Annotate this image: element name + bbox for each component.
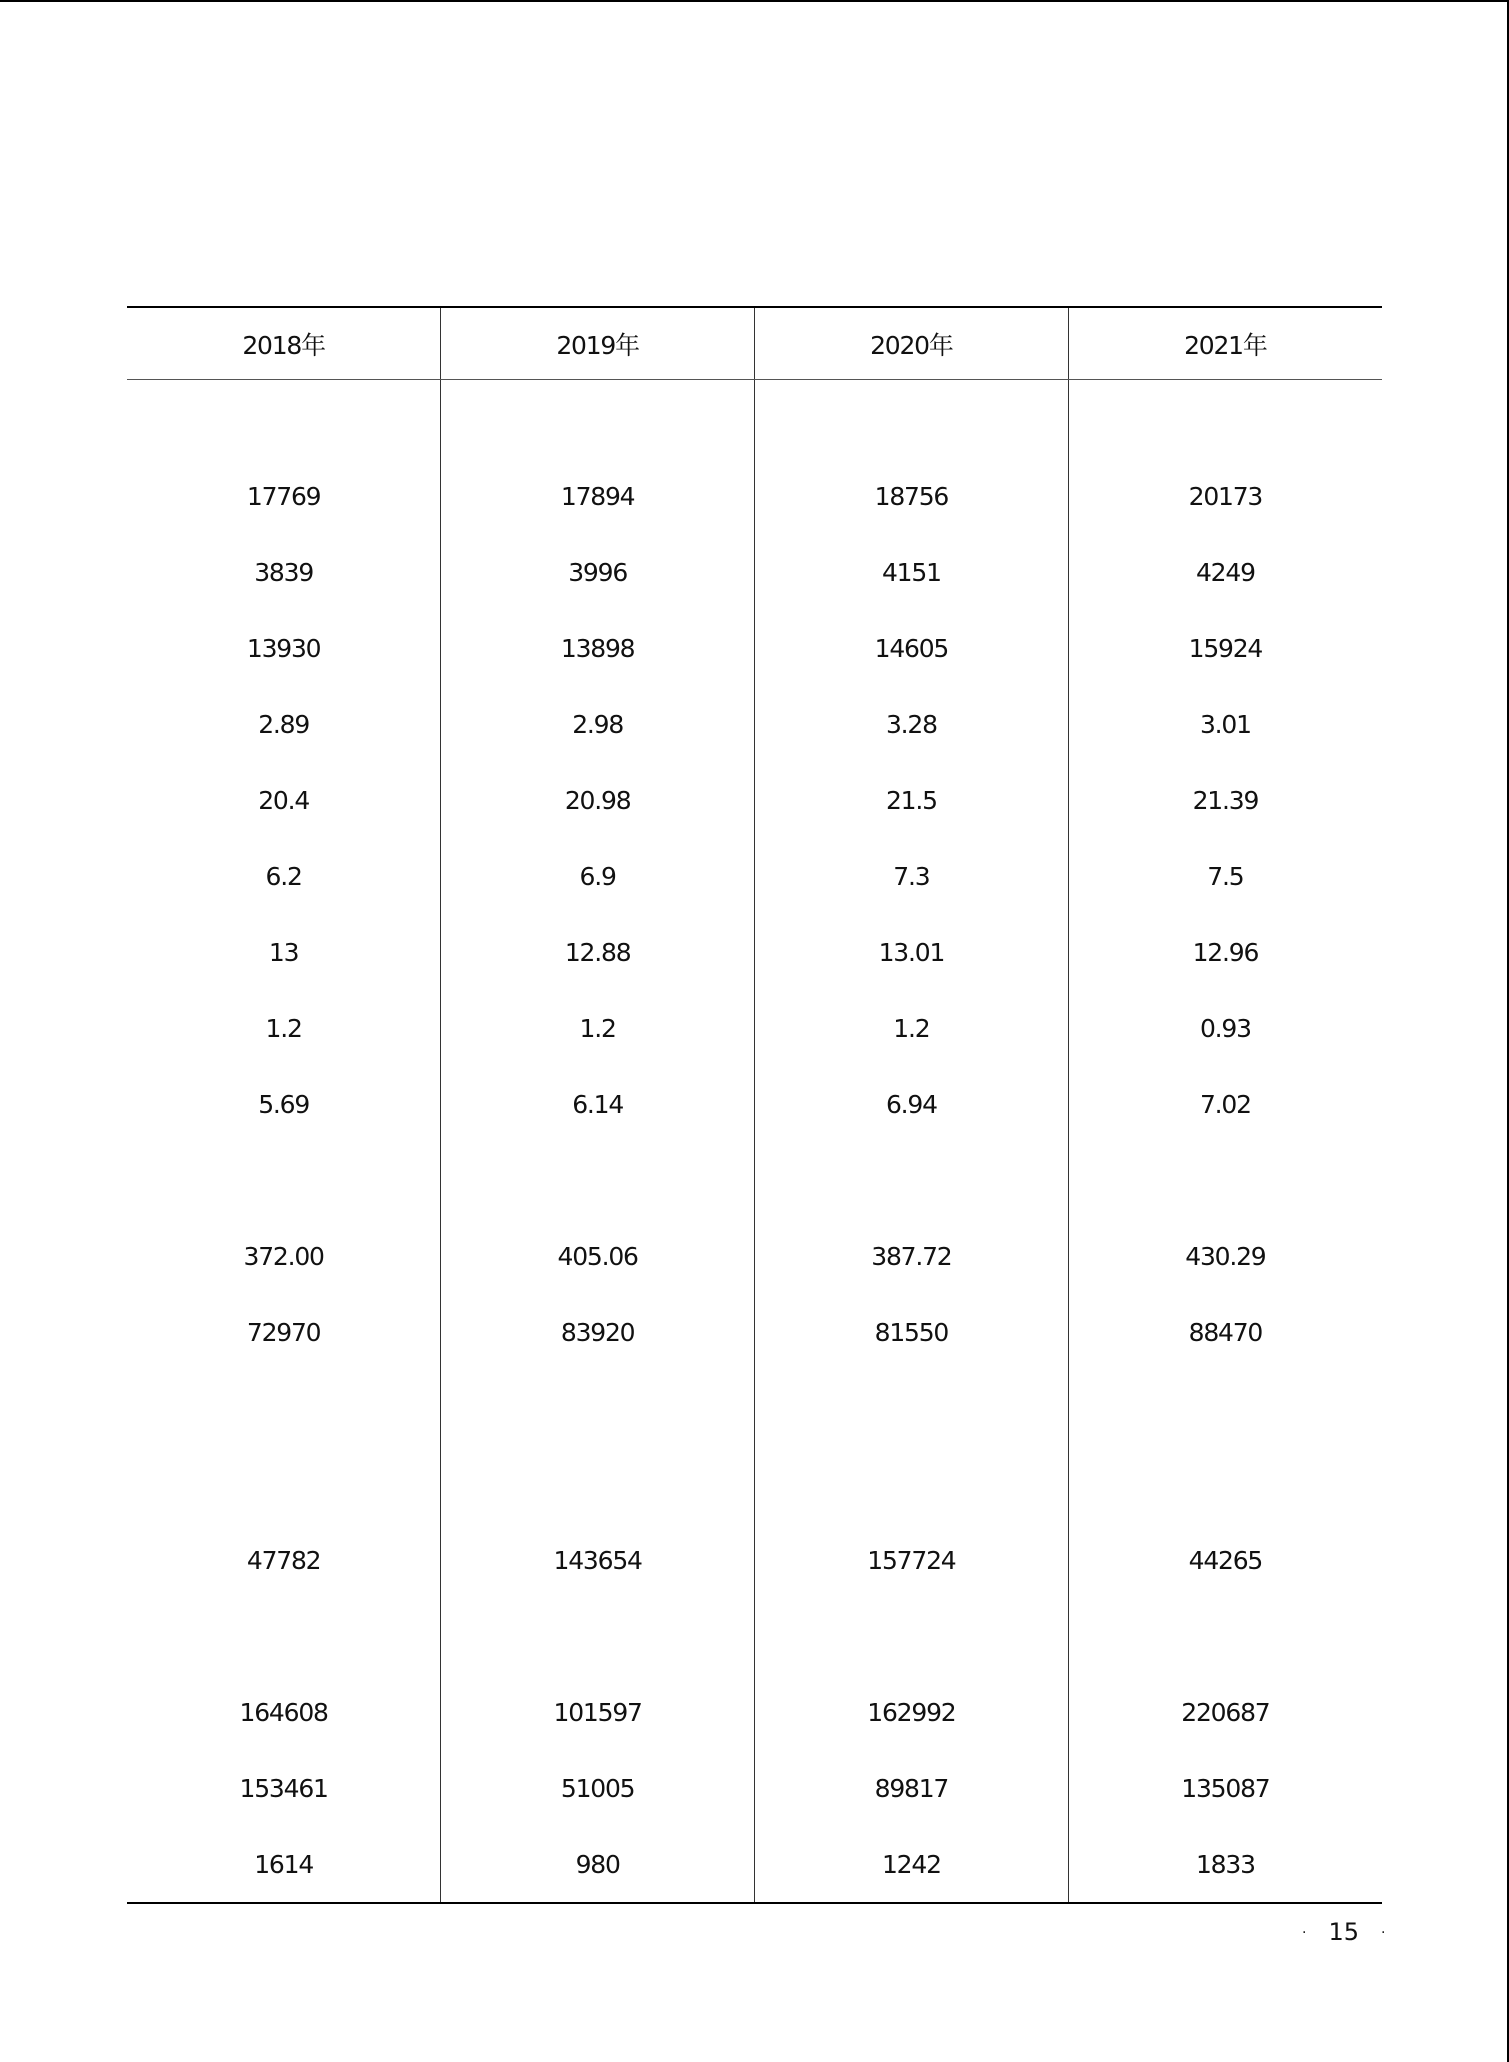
table-cell: 4249 [1068, 534, 1382, 610]
table-cell: 430.29 [1068, 1218, 1382, 1294]
table-cell: 7.3 [755, 838, 1069, 914]
table-cell: 220687 [1068, 1674, 1382, 1750]
page-number-dot-right: · [1381, 1925, 1386, 1941]
table-cell: 1242 [755, 1826, 1069, 1903]
table-cell: 14605 [755, 610, 1069, 686]
table-cell: 6.94 [755, 1066, 1069, 1142]
table-cell: 3839 [254, 557, 314, 587]
table-cell: 7.02 [1068, 1066, 1382, 1142]
table-cell: 157724 [755, 1522, 1069, 1598]
table-row [127, 686, 1382, 762]
table-cell: 5.69 [258, 1089, 310, 1119]
table-cell: 6.9 [441, 838, 755, 914]
table-cell: 20173 [1068, 458, 1382, 534]
table-cell: 13.01 [755, 914, 1069, 990]
table-cell: 21.39 [1068, 762, 1382, 838]
table-row [127, 1294, 1382, 1370]
table-cell: 15924 [1068, 610, 1382, 686]
blank-row [127, 1370, 1382, 1522]
table-cell: 21.5 [755, 762, 1069, 838]
table-cell: 47782 [246, 1545, 321, 1575]
page-number-value: 15 [1328, 1918, 1359, 1946]
table-row [127, 1826, 1382, 1903]
table-row [127, 838, 1382, 914]
table-cell: 13898 [441, 610, 755, 686]
table-row [127, 458, 1382, 534]
table-cell: 101597 [441, 1674, 755, 1750]
blank-row [127, 380, 1382, 459]
table-cell: 20.4 [258, 785, 310, 815]
table-row [127, 1750, 1382, 1826]
table-cell: 81550 [755, 1294, 1069, 1370]
table-cell: 2.98 [441, 686, 755, 762]
data-table [127, 306, 1382, 1904]
header-2018: 2018年 [127, 307, 441, 380]
table-header-row [127, 307, 1382, 380]
table-cell: 17769 [246, 481, 321, 511]
table-row [127, 914, 1382, 990]
table-row [127, 1218, 1382, 1294]
header-2020: 2020年 [755, 307, 1069, 380]
table-cell: 143654 [441, 1522, 755, 1598]
table-cell: 4151 [755, 534, 1069, 610]
table-cell: 44265 [1068, 1522, 1382, 1598]
page-number [1280, 1918, 1407, 1946]
table-row [127, 990, 1382, 1066]
table-cell: 1614 [127, 1826, 441, 1903]
table-row [127, 534, 1382, 610]
table-cell: 3.28 [755, 686, 1069, 762]
table-cell: 13930 [246, 633, 321, 663]
table-cell: 1.2 [265, 1013, 302, 1043]
table-cell: 980 [441, 1826, 755, 1903]
table-row [127, 1674, 1382, 1750]
table-cell: 7.5 [1068, 838, 1382, 914]
table-cell: 153461 [239, 1773, 328, 1803]
table-cell: 0.93 [1068, 990, 1382, 1066]
table-cell: 83920 [441, 1294, 755, 1370]
table-cell: 6.2 [265, 861, 302, 891]
page-number-dot-left: · [1302, 1925, 1307, 1941]
table-cell: 1833 [1068, 1826, 1382, 1903]
table-cell: 372.00 [243, 1241, 324, 1271]
header-2019: 2019年 [441, 307, 755, 380]
table-cell: 1.2 [755, 990, 1069, 1066]
blank-row [127, 1598, 1382, 1674]
table-row [127, 762, 1382, 838]
table-cell: 3996 [441, 534, 755, 610]
table-cell: 2.89 [258, 709, 310, 739]
table-row [127, 1522, 1382, 1598]
header-2021: 2021年 [1068, 307, 1382, 380]
table-cell: 12.88 [441, 914, 755, 990]
table-cell: 6.14 [441, 1066, 755, 1142]
table-row [127, 1066, 1382, 1142]
table-cell: 162992 [755, 1674, 1069, 1750]
table-cell: 88470 [1068, 1294, 1382, 1370]
table-cell: 51005 [441, 1750, 755, 1826]
table-cell: 164608 [239, 1697, 328, 1727]
table-cell: 387.72 [755, 1218, 1069, 1294]
table-cell: 72970 [246, 1317, 321, 1347]
data-table-container [127, 306, 1382, 1904]
table-row [127, 610, 1382, 686]
table-cell: 89817 [755, 1750, 1069, 1826]
table-cell: 405.06 [441, 1218, 755, 1294]
table-cell: 1.2 [441, 990, 755, 1066]
table-cell: 12.96 [1068, 914, 1382, 990]
table-cell: 17894 [441, 458, 755, 534]
blank-row [127, 1142, 1382, 1218]
table-cell: 3.01 [1068, 686, 1382, 762]
table-cell: 20.98 [441, 762, 755, 838]
table-cell: 18756 [755, 458, 1069, 534]
table-cell: 13 [268, 937, 299, 967]
table-cell: 135087 [1068, 1750, 1382, 1826]
